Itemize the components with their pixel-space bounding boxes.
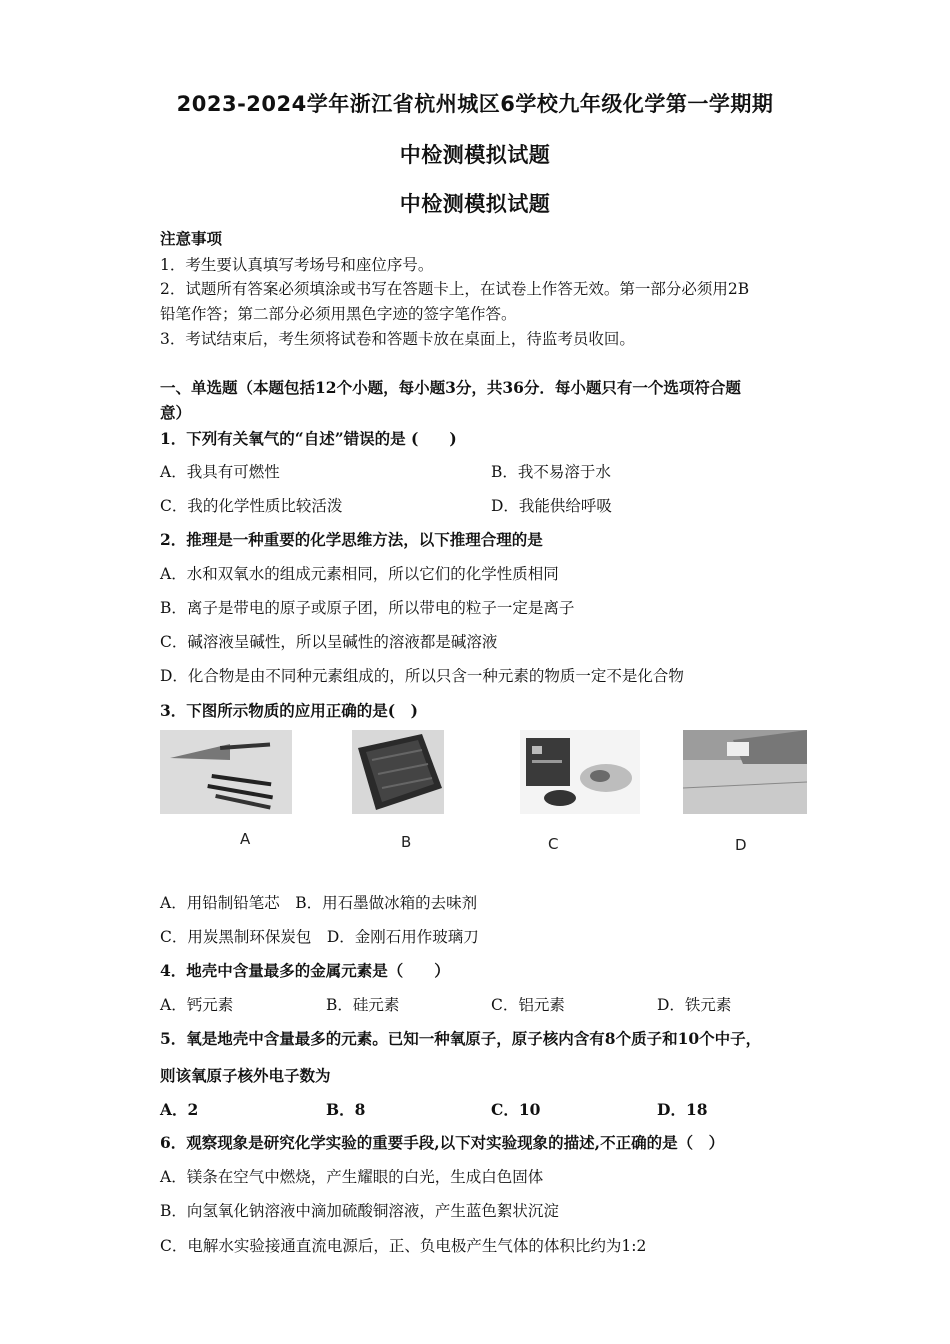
q3-options-ab: A．用铅制铅笔芯 B．用石墨做冰箱的去味剂 — [160, 894, 478, 912]
q2-option-d: D．化合物是由不同种元素组成的，所以只含一种元素的物质一定不是化合物 — [160, 667, 684, 685]
q1-option-d: D．我能供给呼吸 — [491, 497, 612, 515]
figure-glass-cutter-image — [683, 730, 807, 814]
q2-stem: 2．推理是一种重要的化学思维方法，以下推理合理的是 — [160, 530, 543, 549]
note-item: 3．考试结束后，考生须将试卷和答题卡放在桌面上，待监考员收回。 — [160, 330, 635, 348]
q4-option-c: C．铝元素 — [491, 996, 565, 1014]
figure-label-d: D — [735, 836, 747, 854]
q1-option-a: A．我具有可燃性 — [160, 463, 280, 481]
glass-cutter-icon — [683, 730, 807, 814]
q1-option-b: B．我不易溶于水 — [491, 463, 611, 481]
q2-option-b: B．离子是带电的原子或原子团，所以带电的粒子一定是离子 — [160, 599, 575, 617]
q2-option-c: C．碱溶液呈碱性，所以呈碱性的溶液都是碱溶液 — [160, 633, 498, 651]
q6-stem: 6．观察现象是研究化学实验的重要手段,以下对实验现象的描述,不正确的是（ ） — [160, 1133, 725, 1152]
q1-stem: 1．下列有关氧气的“自述”错误的是 ( ) — [160, 429, 457, 448]
q3-stem: 3．下图所示物质的应用正确的是( ) — [160, 701, 418, 720]
q3-options-cd: C．用炭黑制环保炭包 D．金刚石用作玻璃刀 — [160, 928, 479, 946]
notes-heading: 注意事项 — [160, 229, 223, 248]
q1-option-c: C．我的化学性质比较活泼 — [160, 497, 343, 515]
section-heading-cont: 意） — [160, 403, 192, 422]
q4-option-d: D．铁元素 — [657, 996, 732, 1014]
q6-option-c: C．电解水实验接通直流电源后，正、负电极产生气体的体积比约为1:2 — [160, 1237, 647, 1255]
figure-label-a: A — [240, 830, 251, 848]
exam-title-line3: 中检测模拟试题 — [399, 192, 551, 216]
figure-label-c: C — [548, 835, 559, 853]
exam-title-line2: 中检测模拟试题 — [399, 143, 551, 167]
q4-option-b: B．硅元素 — [326, 996, 400, 1014]
figure-carbon-pack-image — [520, 730, 640, 814]
q6-option-a: A．镁条在空气中燃烧，产生耀眼的白光，生成白色固体 — [160, 1168, 544, 1186]
q4-option-a: A．钙元素 — [160, 996, 234, 1014]
q5-option-c: C．10 — [491, 1100, 541, 1119]
q5-option-d: D．18 — [657, 1100, 708, 1119]
figure-pencils-image — [160, 730, 292, 814]
carbon-pack-icon — [520, 730, 640, 814]
figure-graphite-image — [352, 730, 444, 814]
note-item: 1．考生要认真填写考场号和座位序号。 — [160, 256, 434, 274]
figure-label-b: B — [401, 833, 412, 851]
q5-option-b: B．8 — [326, 1100, 366, 1119]
exam-title-line1: 2023-2024学年浙江省杭州城区6学校九年级化学第一学期期 — [176, 92, 774, 116]
q5-option-a: A．2 — [160, 1100, 199, 1119]
q4-stem: 4．地壳中含量最多的金属元素是（ ） — [160, 961, 450, 980]
section-heading: 一、单选题（本题包括12个小题，每小题3分，共36分．每小题只有一个选项符合题 — [160, 378, 741, 397]
note-item: 铅笔作答；第二部分必须用黑色字迹的签字笔作答。 — [160, 305, 517, 323]
q6-option-b: B．向氢氧化钠溶液中滴加硫酸铜溶液，产生蓝色絮状沉淀 — [160, 1202, 559, 1220]
q5-stem-line1: 5．氧是地壳中含量最多的元素。已知一种氧原子，原子核内含有8个质子和10个中子， — [160, 1029, 762, 1048]
q2-option-a: A．水和双氧水的组成元素相同，所以它们的化学性质相同 — [160, 565, 559, 583]
graphite-block-icon — [352, 730, 444, 814]
q5-stem-line2: 则该氧原子核外电子数为 — [160, 1066, 331, 1085]
note-item: 2．试题所有答案必须填涂或书写在答题卡上，在试卷上作答无效。第一部分必须用2B — [160, 280, 750, 298]
pencils-icon — [160, 730, 292, 814]
